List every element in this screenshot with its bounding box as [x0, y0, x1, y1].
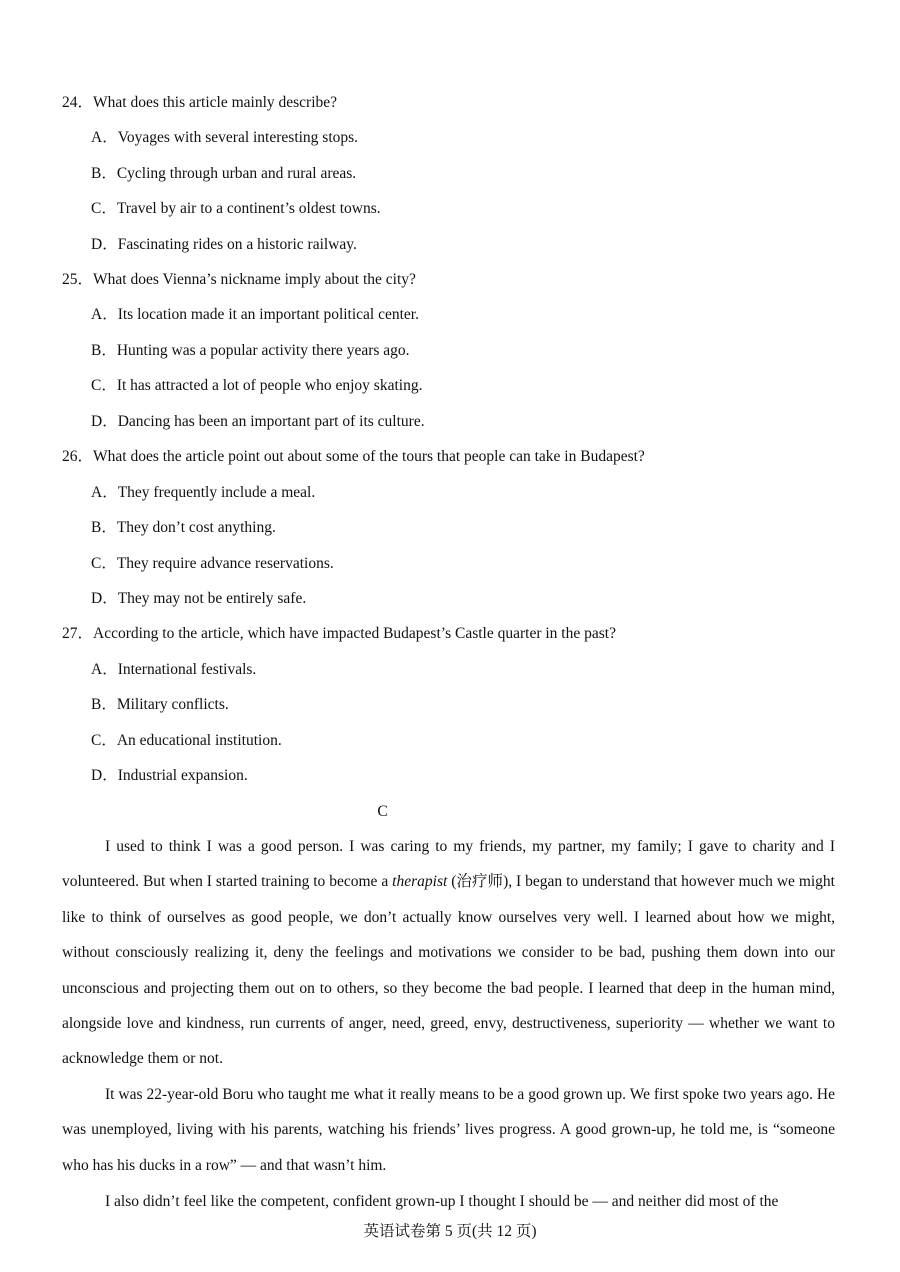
question-26-option-c: C．They require advance reservations. [91, 555, 334, 572]
page-footer: 英语试卷第 5 页(共 12 页) [363, 1223, 537, 1240]
question-24-option-c: C．Travel by air to a continent’s oldest towns. [91, 200, 381, 217]
question-26-option-b: B．They don’t cost anything. [91, 519, 276, 536]
question-24-option-b: B．Cycling through urban and rural areas. [91, 165, 357, 182]
passage-p1-before: I used to think I was a good person. I was caring to my friends, my partner, my family; I gave to charity and I volunteered. But when I started training to become a [62, 838, 835, 891]
passage-paragraph-1 [62, 829, 835, 1077]
question-24-stem: 24．What does this article mainly describe? [62, 94, 338, 111]
question-24-option-d: D．Fascinating rides on a historic railway. [91, 236, 357, 253]
section-label: C [377, 803, 388, 820]
question-25-option-c: C．It has attracted a lot of people who enjoy skating. [91, 377, 423, 394]
question-25-stem: 25．What does Vienna’s nickname imply about the city? [62, 271, 416, 288]
question-27-option-d: D．Industrial expansion. [91, 767, 248, 784]
question-25-option-d: D．Dancing has been an important part of its culture. [91, 413, 425, 430]
question-26-option-a: A．They frequently include a meal. [91, 484, 316, 501]
passage-term-therapist: therapist [392, 873, 448, 891]
question-27-option-a: A．International festivals. [91, 661, 257, 678]
passage-p1-after: (治疗师), I began to understand that however much we might like to think of ourselves as good people, we don’t actually know ourselves very well. I learned about how we might, without consciously realizing it, deny the feelings and motivations we consider to be bad, pushing them down into our unconscious and projecting them out on to others, so they become the bad people. I learned that deep in the human mind, alongside love and kindness, run currents of anger, need, greed, envy, destructiveness, superiority — whether we want to acknowledge them or not. [62, 873, 835, 1068]
question-25-option-a: A．Its location made it an important political center. [91, 306, 419, 323]
passage-paragraph-3: I also didn’t feel like the competent, confident grown-up I thought I should be — and neither did most of the [105, 1193, 779, 1210]
question-25-option-b: B．Hunting was a popular activity there years ago. [91, 342, 410, 359]
question-27-option-c: C．An educational institution. [91, 732, 282, 749]
passage-paragraph-2: It was 22-year-old Boru who taught me what it really means to be a good grown up. We first spoke two years ago. He was unemployed, living with his parents, watching his friends’ lives progress. A good grown-up, he told me, is “someone who has his ducks in a row” — and that wasn’t him. [62, 1086, 835, 1174]
question-26-option-d: D．They may not be entirely safe. [91, 590, 307, 607]
question-24-option-a: A．Voyages with several interesting stops. [91, 129, 359, 146]
question-26-stem: 26．What does the article point out about some of the tours that people can take in Budapest? [62, 448, 645, 465]
question-27-stem: 27．According to the article, which have impacted Budapest’s Castle quarter in the past? [62, 625, 616, 642]
question-27-option-b: B．Military conflicts. [91, 696, 229, 713]
